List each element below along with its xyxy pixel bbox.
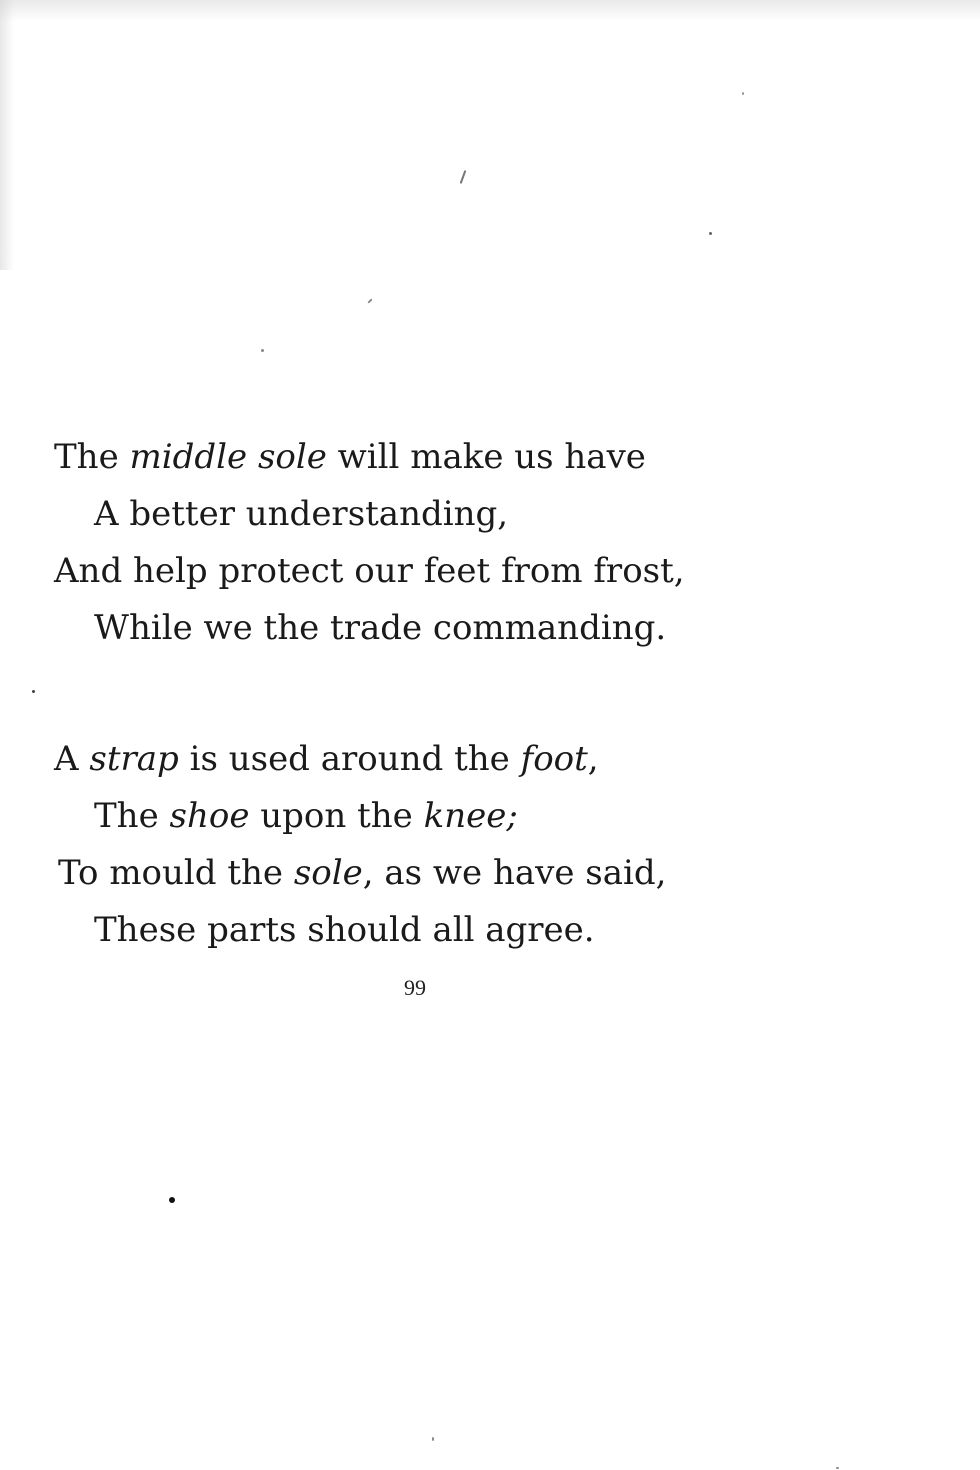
line-text: , — [587, 739, 599, 779]
line-text: will make us have — [326, 437, 646, 477]
scan-speck — [432, 1437, 434, 1441]
line-text-italic: strap — [89, 739, 179, 779]
poem-line — [54, 551, 685, 591]
poem-line — [94, 494, 508, 534]
scan-shadow-top — [0, 0, 980, 22]
line-text: The — [54, 437, 130, 477]
poem-line — [94, 910, 595, 950]
line-text-italic: middle sole — [129, 437, 327, 477]
line-text: These parts should all agree. — [94, 910, 595, 950]
line-text: While we the trade commanding. — [94, 608, 667, 648]
line-text-italic: knee; — [423, 796, 518, 836]
line-text-italic: foot — [520, 739, 588, 779]
poem-line — [94, 608, 666, 648]
scan-speck — [261, 349, 264, 352]
scan-shadow-left — [0, 0, 14, 270]
scan-speck — [709, 232, 712, 235]
line-text: The — [94, 796, 170, 836]
scan-speck — [836, 1467, 839, 1469]
page-number: 99 — [404, 975, 426, 1000]
poem-line — [54, 739, 599, 779]
poem-line — [94, 796, 518, 836]
line-text: A — [54, 739, 90, 779]
line-text: And help protect our feet from frost, — [54, 551, 685, 591]
line-text: A better understanding, — [94, 494, 509, 534]
line-text: upon the — [249, 796, 424, 836]
scan-speck — [460, 170, 467, 184]
line-text: is used around the — [178, 739, 521, 779]
scan-speck — [32, 690, 35, 693]
poem-line — [58, 853, 666, 893]
scan-speck — [367, 298, 373, 304]
line-text: To mould the — [58, 853, 294, 893]
line-text: , as we have said, — [362, 853, 667, 893]
scan-speck — [742, 92, 744, 95]
scan-speck — [169, 1197, 175, 1203]
line-text-italic: shoe — [169, 796, 250, 836]
poem-line — [54, 437, 646, 477]
line-text-italic: sole — [293, 853, 363, 893]
